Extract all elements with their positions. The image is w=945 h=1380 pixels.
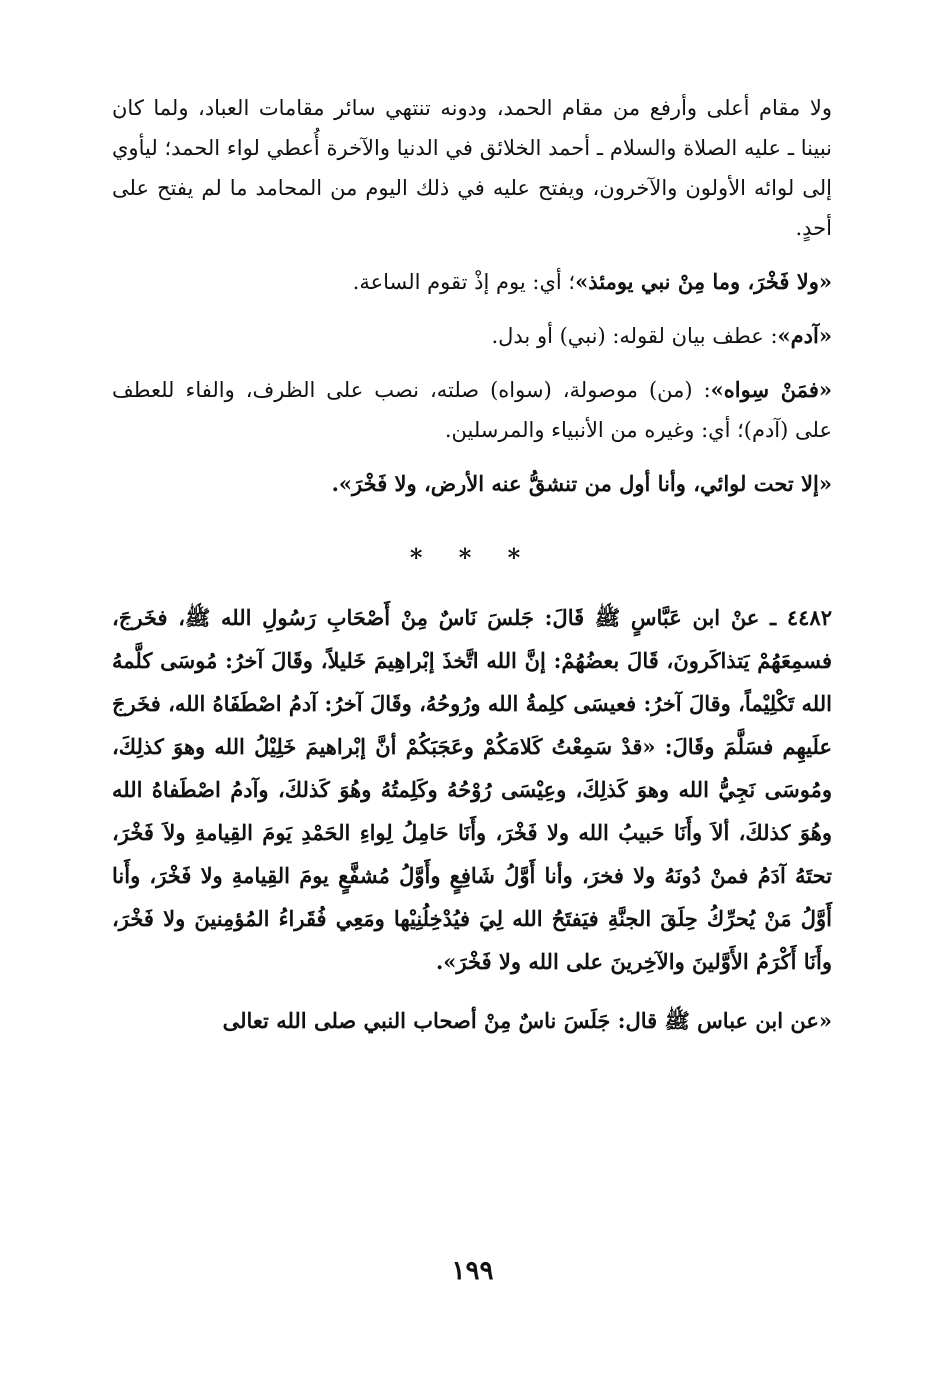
hadith-text: ٤٤٨٢ ـ عنْ ابن عَبَّاسٍ ﷺ قَالَ: جَلسَ نَاسٌ مِنْ أَصْحَابِ رَسُولِ الله ﷺ، فخَرجَ، فسمِعَهُمْ يَتذاكَرونَ، قَالَ بعضُهُمْ: إنَّ الله اتَّخذَ إبْراهِيمَ خَليلاً، وقَالَ آخرُ: مُوسَى كلَّمهُ الله تَكْلِيْماً، وقالَ آخرُ: فعيسَى كلِمةُ الله ورُوحُهُ، وقَالَ آخرُ: آدمُ اصْطَفَاهُ الله، فخَرجَ علَيهِم فسَلَّمَ وقَالَ: «قدْ سَمِعْتُ كَلامَكُمْ وعَجَبَكُمْ أنَّ إبْراهيمَ خَلِيْلُ الله وهوَ كذلِكَ، ومُوسَى نَجِيُّ الله وهوَ كَذلِكَ، وعِيْسَى رُوْحُهُ وكَلِمتُهُ وهُوَ كَذلكَ، وآدمُ اصْطَفاهُ الله وهُوَ كذلكَ، ألاَ وأَنَا حَبيبُ الله ولا فَخْرَ، وأَنَا حَامِلُ لِواءِ الحَمْدِ يَومَ القِيامةِ ولاَ فَخْرَ، تحتَهُ آدَمُ فمنْ دُونَهُ ولا فخرَ، وأنا أَوَّلُ شَافِعٍ وأَوَّلُ مُشفَّعٍ يومَ القِيامةِ ولا فَخْرَ، وأَنا أَوَّلُ مَنْ يُحرِّكُ حِلَقَ الجنَّةِ فيَفتَحُ الله لِيَ فيُدْخِلُنِيْها ومَعِي فُقَراءُ المُؤمِنينَ ولا فَخْرَ، وأَنَا أَكْرَمُ الأَوَّلينَ والآخِرينَ على الله ولا فَخْرَ». [112, 605, 832, 974]
quoted-phrase: «ولا فَخْرَ، وما مِنْ نبي يومئذ» [575, 269, 832, 294]
explanation-text: : عطف بيان لقوله: (نبي) أو بدل. [491, 324, 778, 348]
paragraph [112, 464, 832, 504]
paragraph [112, 262, 832, 302]
section-separator: * * * [409, 543, 535, 572]
paragraph: ولا مقام أعلى وأرفع من مقام الحمد، ودونه تنتهي سائر مقامات العباد، ولما كان نبينا ـ عليه الصلاة والسلام ـ أحمد الخلائق في الدنيا والآخرة أُعطي لواء الحمد؛ ليأوي إلى لوائه الأولون والآخرون، ويفتح عليه في ذلك اليوم من المحامد ما لم يفتح على أحدٍ. [112, 96, 832, 240]
quoted-phrase: «آدم» [777, 323, 832, 348]
paragraph [112, 370, 832, 450]
page-number: ١٩٩ [451, 1256, 494, 1286]
explanation-text: ؛ أي: يوم إذْ تقوم الساعة. [352, 270, 576, 294]
page-body [112, 88, 832, 1041]
commentary-start: «عن ابن عباس ﷺ قال: جَلَسَ ناسٌ مِنْ أصحاب النبي صلى الله تعالى [222, 1008, 832, 1033]
quoted-phrase: «إلا تحت لوائي، وأنا أول من تنشقُّ عنه الأرض، ولا فَخْرَ». [331, 471, 832, 496]
paragraph [112, 316, 832, 356]
quoted-phrase: «فمَنْ سِواه» [710, 377, 832, 402]
explanation-text: : (من) موصولة، (سواه) صلته، نصب على الظرف، والفاء للعطف على (آدم)؛ أي: وغيره من الأنبياء والمرسلين. [112, 378, 832, 442]
